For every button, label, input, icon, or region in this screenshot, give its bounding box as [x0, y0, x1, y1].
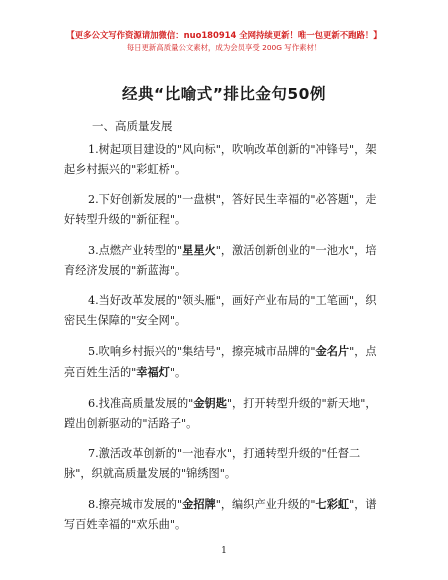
- sentence-text: 5.吹响乡村振兴的"集结号"，擦亮城市品牌的": [88, 345, 316, 358]
- sentence-item-4: [64, 291, 379, 331]
- emphasis-text: 星星火: [182, 243, 216, 257]
- emphasis-text: 金招牌: [182, 497, 216, 511]
- sentence-item-1: [64, 140, 379, 180]
- sentence-text: "，激活创新创业的"一池水"，培育经济发展的"新蓝海"。: [64, 244, 377, 277]
- section-heading: 一、高质量发展: [92, 119, 173, 133]
- sentence-item-6: [64, 393, 379, 434]
- sentence-text: "，编织产业升级的": [215, 498, 316, 511]
- sentence-item-5: [64, 341, 379, 383]
- sentence-text: "，打开转型升级的"新天地"，蹚出创新驱动的"活路子"。: [64, 397, 377, 430]
- page-number: 1: [221, 546, 227, 556]
- sentence-text: "，点亮百姓生活的": [64, 345, 377, 379]
- emphasis-text: 金钥匙: [193, 396, 227, 410]
- sentence-text: 6.找准高质量发展的": [88, 397, 194, 410]
- sentence-list: [64, 140, 379, 545]
- promo-banner: [0, 29, 448, 53]
- sentence-text: 4.当好改革发展的"领头雁"，画好产业布局的"工笔画"，织密民生保障的"安全网"。: [64, 294, 377, 327]
- sentence-text: 2.下好创新发展的"一盘棋"，答好民生幸福的"必答题"，走好转型升级的"新征程"。: [64, 193, 377, 226]
- sentence-text: 3.点燃产业转型的": [88, 244, 183, 257]
- promo-banner-line-2: 每日更新高质量公文素材，成为会员享受 200G 写作素材！: [126, 43, 322, 52]
- emphasis-text: 金名片: [315, 344, 350, 358]
- sentence-text: "。: [169, 366, 187, 379]
- promo-banner-line-1: 【更多公文写作资源请加微信：nuo180914 全网持续更新！唯一包更新不跑路！】: [66, 30, 382, 40]
- sentence-text: 7.激活改革创新的"一池春水"，打通转型升级的"任督二脉"，织就高质量发展的"锦绣图"。: [64, 447, 361, 480]
- sentence-text: 8.擦亮城市发展的": [88, 498, 183, 511]
- sentence-text: "，谱写百姓幸福的"欢乐曲"。: [64, 498, 377, 531]
- document-title: 经典“比喻式”排比金句50例: [122, 85, 326, 103]
- sentence-item-2: [64, 190, 379, 230]
- emphasis-text: 幸福灯: [136, 365, 170, 379]
- sentence-item-7: [64, 444, 379, 484]
- sentence-text: 1.树起项目建设的"风向标"，吹响改革创新的"冲锋号"，架起乡村振兴的"彩虹桥"。: [64, 143, 377, 176]
- sentence-item-8: [64, 494, 379, 535]
- emphasis-text: 七彩虹: [315, 497, 350, 511]
- sentence-item-3: [64, 240, 379, 281]
